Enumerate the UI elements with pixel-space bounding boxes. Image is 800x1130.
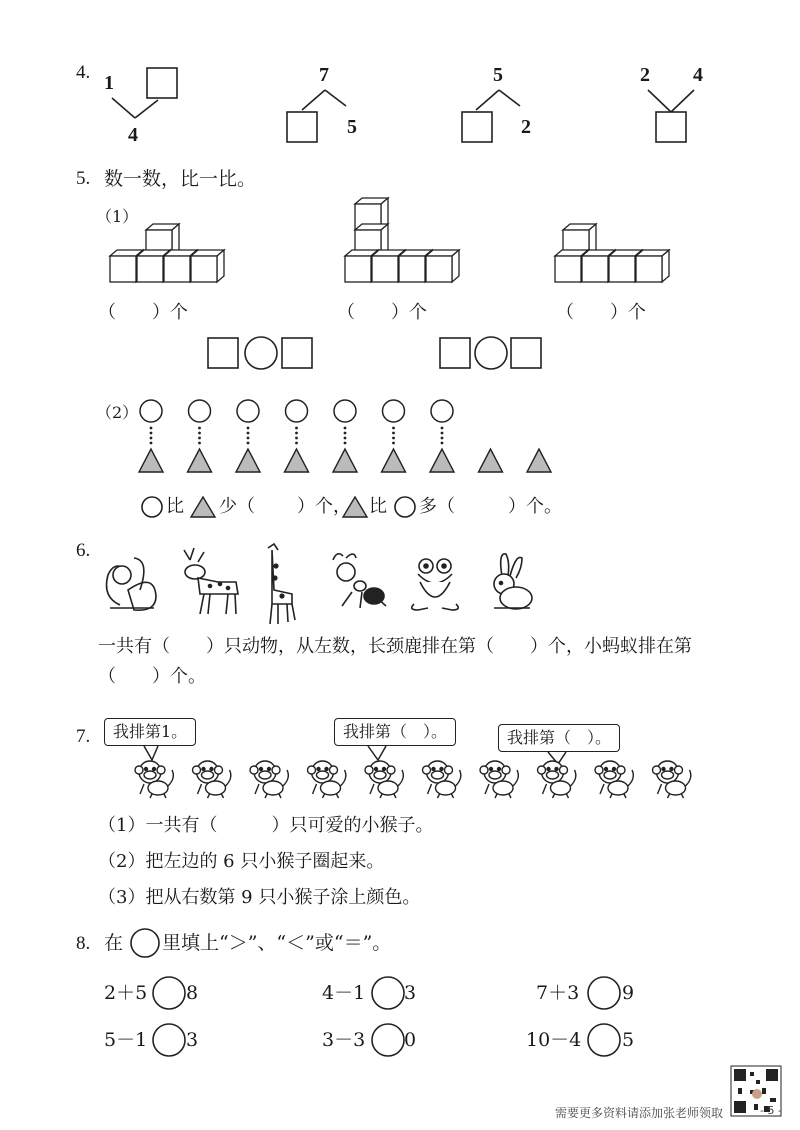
q8-r2c3-right: 5	[622, 1029, 635, 1051]
q8-title-a: 在	[104, 932, 124, 954]
q4-item1-top-left-number: 1	[104, 72, 114, 94]
q7-sub-question-3: （3）把从右数第 9 只小猴子涂上颜色。	[98, 887, 421, 908]
q8-r1c1-right: 8	[186, 982, 199, 1004]
q5-part1-label: （1）	[96, 207, 139, 226]
q6-question-line2: （ ）个。	[98, 666, 206, 687]
q5-count-blank-3[interactable]: （ ）个	[556, 302, 646, 323]
q5-sentence-ge-end: ）个。	[508, 496, 562, 517]
q4-number: 4.	[76, 62, 91, 83]
q5-count-blank-1[interactable]: （ ）个	[98, 302, 188, 323]
page-number: - 5 -	[760, 1104, 782, 1117]
q5-title: 数一数，比一比。	[104, 168, 257, 190]
q8-r1c3-right: 9	[622, 982, 635, 1004]
q5-part2-label: （2）	[96, 403, 139, 422]
q7-speech-bubble-3: 我排第（ ）。	[498, 724, 620, 752]
q7-sub-question-1: （1）一共有（ ）只可爱的小猴子。	[98, 815, 434, 836]
q7-sub-question-2: （2）把左边的 6 只小猴子圈起来。	[98, 851, 385, 872]
q7-speech-bubble-1: 我排第1。	[104, 718, 196, 746]
q8-r1c2-left: 4－1	[322, 982, 366, 1004]
q4-item4-left-number: 2	[640, 64, 650, 86]
q5-count-blank-2[interactable]: （ ）个	[337, 302, 427, 323]
q8-r1c3-left: 7＋3	[536, 982, 580, 1004]
q6-question-line1: 一共有（ ）只动物，从左数，长颈鹿排在第（ ）个，小蚂蚁排在第	[98, 636, 692, 657]
q8-r2c2-right: 0	[404, 1029, 417, 1051]
q8-r1c1-left: 2＋5	[104, 982, 148, 1004]
q8-r2c1-right: 3	[186, 1029, 199, 1051]
q7-number: 7.	[76, 726, 91, 747]
q5-sentence-shao: 少（	[219, 496, 255, 517]
q4-item2-right-number: 5	[347, 116, 357, 138]
q5-sentence-ge-comma: ）个，	[297, 496, 351, 517]
q6-number: 6.	[76, 540, 91, 561]
q5-sentence-duo: 多（	[419, 496, 455, 517]
footer-note: 需要更多资料请添加张老师领取	[555, 1106, 724, 1120]
q8-number: 8.	[76, 933, 91, 954]
q8-r2c1-left: 5－1	[104, 1029, 148, 1051]
q4-item1-bottom-number: 4	[128, 124, 138, 146]
q5-number: 5.	[76, 168, 91, 189]
q4-item3-top-number: 5	[493, 64, 503, 86]
q8-r1c2-right: 3	[404, 982, 417, 1004]
q8-title-b: 里填上“＞”、“＜”或“＝”。	[162, 932, 392, 954]
q4-item2-top-number: 7	[319, 64, 329, 86]
q8-r2c2-left: 3－3	[322, 1029, 366, 1051]
q5-sentence-bi2: 比	[369, 496, 387, 517]
q7-speech-bubble-2: 我排第（ ）。	[334, 718, 456, 746]
q5-sentence-bi: 比	[166, 496, 184, 517]
q8-r2c3-left: 10－4	[526, 1029, 582, 1051]
q4-item3-right-number: 2	[521, 116, 531, 138]
q4-item4-right-number: 4	[693, 64, 703, 86]
